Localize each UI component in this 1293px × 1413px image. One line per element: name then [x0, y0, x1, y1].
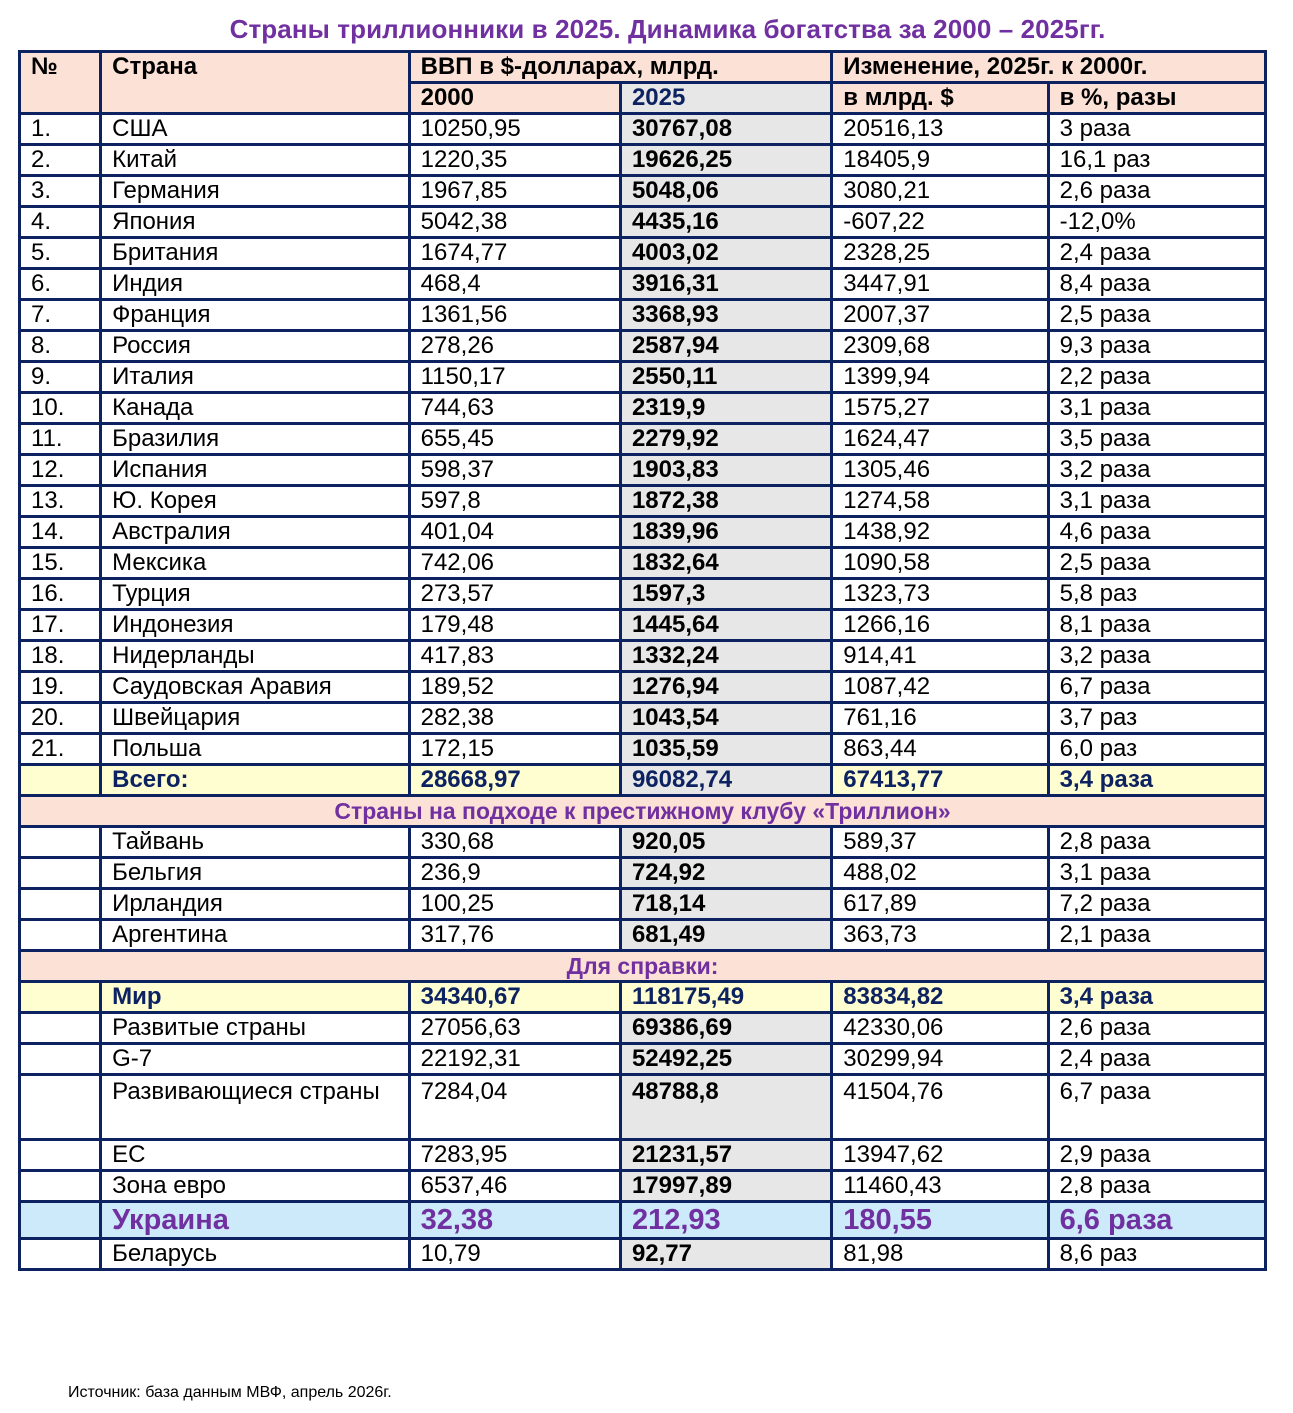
gdp-2000: 179,48 — [409, 610, 620, 641]
source-note: Источник: база данным МВФ, апрель 2026г. — [68, 1384, 392, 1401]
gdp-2025: 48788,8 — [620, 1075, 831, 1140]
row-number: 7. — [20, 300, 101, 331]
row-number: 12. — [20, 455, 101, 486]
row-number — [20, 982, 101, 1013]
country-name: Германия — [101, 176, 409, 207]
change-abs: 67413,77 — [832, 765, 1048, 796]
country-name: Испания — [101, 455, 409, 486]
row-number — [20, 889, 101, 920]
approaching-section-heading-label: Страны на подходе к престижному клубу «Триллион» — [20, 796, 1266, 827]
header-change-rel: в %, разы — [1048, 83, 1265, 114]
change-abs: 41504,76 — [832, 1075, 1048, 1140]
change-rel: 2,4 раза — [1048, 1044, 1265, 1075]
gdp-2025: 2587,94 — [620, 331, 831, 362]
gdp-2000: 655,45 — [409, 424, 620, 455]
row-number: 13. — [20, 486, 101, 517]
gdp-2025: 118175,49 — [620, 982, 831, 1013]
country-name: Всего: — [101, 765, 409, 796]
change-rel: 7,2 раза — [1048, 889, 1265, 920]
country-name: Британия — [101, 238, 409, 269]
gdp-2000: 6537,46 — [409, 1171, 620, 1202]
gdp-2000: 597,8 — [409, 486, 620, 517]
row-number: 15. — [20, 548, 101, 579]
table-row — [20, 610, 1266, 641]
country-name: Аргентина — [101, 920, 409, 951]
change-rel: 2,8 раза — [1048, 827, 1265, 858]
change-abs: 1274,58 — [832, 486, 1048, 517]
gdp-2025: 681,49 — [620, 920, 831, 951]
change-rel: 2,5 раза — [1048, 300, 1265, 331]
row-number — [20, 1239, 101, 1270]
change-abs: 488,02 — [832, 858, 1048, 889]
country-name: Тайвань — [101, 827, 409, 858]
change-rel: 2,9 раза — [1048, 1140, 1265, 1171]
row-number: 1. — [20, 114, 101, 145]
change-rel: 2,6 раза — [1048, 1013, 1265, 1044]
country-name: Мексика — [101, 548, 409, 579]
change-rel: 3,1 раза — [1048, 858, 1265, 889]
gdp-table — [18, 50, 1267, 1271]
change-abs: 1438,92 — [832, 517, 1048, 548]
gdp-2025: 3368,93 — [620, 300, 831, 331]
gdp-2025: 1035,59 — [620, 734, 831, 765]
gdp-2025: 4003,02 — [620, 238, 831, 269]
change-rel: 3,7 раз — [1048, 703, 1265, 734]
change-rel: 8,1 раза — [1048, 610, 1265, 641]
change-rel: 6,7 раза — [1048, 1075, 1265, 1140]
gdp-2025: 5048,06 — [620, 176, 831, 207]
row-number: 10. — [20, 393, 101, 424]
change-rel: 3,4 раза — [1048, 765, 1265, 796]
gdp-2025: 2319,9 — [620, 393, 831, 424]
header-no: № — [20, 52, 101, 114]
row-number — [20, 920, 101, 951]
row-number: 2. — [20, 145, 101, 176]
gdp-2025: 718,14 — [620, 889, 831, 920]
change-abs: 18405,9 — [832, 145, 1048, 176]
table-row — [20, 827, 1266, 858]
table-row — [20, 920, 1266, 951]
change-rel: 16,1 раз — [1048, 145, 1265, 176]
gdp-2000: 7284,04 — [409, 1075, 620, 1140]
gdp-2000: 34340,67 — [409, 982, 620, 1013]
table-row — [20, 641, 1266, 672]
row-number: 21. — [20, 734, 101, 765]
country-name: Италия — [101, 362, 409, 393]
table-row — [20, 300, 1266, 331]
change-abs: 1305,46 — [832, 455, 1048, 486]
change-abs: 42330,06 — [832, 1013, 1048, 1044]
country-name: Развитые страны — [101, 1013, 409, 1044]
table-row — [20, 858, 1266, 889]
gdp-2025: 52492,25 — [620, 1044, 831, 1075]
belarus-row — [20, 1239, 1266, 1270]
gdp-2025: 2279,92 — [620, 424, 831, 455]
row-number: 8. — [20, 331, 101, 362]
change-abs: 1624,47 — [832, 424, 1048, 455]
gdp-2000: 598,37 — [409, 455, 620, 486]
table-row — [20, 734, 1266, 765]
gdp-2000: 273,57 — [409, 579, 620, 610]
gdp-2025: 1872,38 — [620, 486, 831, 517]
gdp-2000: 744,63 — [409, 393, 620, 424]
gdp-2000: 5042,38 — [409, 207, 620, 238]
table-row — [20, 1044, 1266, 1075]
page-title: Страны триллионники в 2025. Динамика богатства за 2000 – 2025гг. — [229, 14, 1106, 44]
table-row — [20, 1140, 1266, 1171]
gdp-2000: 401,04 — [409, 517, 620, 548]
country-name: Мир — [101, 982, 409, 1013]
gdp-2025: 212,93 — [620, 1202, 831, 1239]
gdp-2025: 2550,11 — [620, 362, 831, 393]
gdp-2000: 10250,95 — [409, 114, 620, 145]
table-row — [20, 424, 1266, 455]
change-abs: 20516,13 — [832, 114, 1048, 145]
gdp-2025: 724,92 — [620, 858, 831, 889]
change-abs: 617,89 — [832, 889, 1048, 920]
table-row — [20, 269, 1266, 300]
country-name: США — [101, 114, 409, 145]
change-abs: 3447,91 — [832, 269, 1048, 300]
gdp-2000: 1220,35 — [409, 145, 620, 176]
change-abs: 13947,62 — [832, 1140, 1048, 1171]
change-rel: 3,4 раза — [1048, 982, 1265, 1013]
header-change-abs: в млрд. $ — [832, 83, 1048, 114]
change-rel: 5,8 раз — [1048, 579, 1265, 610]
row-number — [20, 1140, 101, 1171]
change-rel: 6,0 раз — [1048, 734, 1265, 765]
change-rel: 3,1 раза — [1048, 486, 1265, 517]
change-rel: 4,6 раза — [1048, 517, 1265, 548]
table-row — [20, 114, 1266, 145]
table-row — [20, 393, 1266, 424]
change-abs: 863,44 — [832, 734, 1048, 765]
row-number: 3. — [20, 176, 101, 207]
gdp-2025: 21231,57 — [620, 1140, 831, 1171]
row-number — [20, 765, 101, 796]
gdp-2000: 10,79 — [409, 1239, 620, 1270]
change-abs: 761,16 — [832, 703, 1048, 734]
change-abs: 83834,82 — [832, 982, 1048, 1013]
row-number: 17. — [20, 610, 101, 641]
change-abs: 180,55 — [832, 1202, 1048, 1239]
total-row — [20, 765, 1266, 796]
gdp-2025: 3916,31 — [620, 269, 831, 300]
change-abs: 1087,42 — [832, 672, 1048, 703]
row-number: 9. — [20, 362, 101, 393]
change-abs: 3080,21 — [832, 176, 1048, 207]
row-number — [20, 1075, 101, 1140]
change-rel: 2,6 раза — [1048, 176, 1265, 207]
row-number: 18. — [20, 641, 101, 672]
country-name: Украина — [101, 1202, 409, 1239]
country-name: Япония — [101, 207, 409, 238]
table-row — [20, 455, 1266, 486]
table-row — [20, 889, 1266, 920]
table-row — [20, 207, 1266, 238]
change-rel: 6,6 раза — [1048, 1202, 1265, 1239]
row-number: 11. — [20, 424, 101, 455]
gdp-2000: 22192,31 — [409, 1044, 620, 1075]
country-name: Турция — [101, 579, 409, 610]
country-name: Ирландия — [101, 889, 409, 920]
change-rel: 8,4 раза — [1048, 269, 1265, 300]
gdp-2025: 30767,08 — [620, 114, 831, 145]
gdp-2025: 1276,94 — [620, 672, 831, 703]
change-abs: 363,73 — [832, 920, 1048, 951]
country-name: Индонезия — [101, 610, 409, 641]
table-row — [20, 517, 1266, 548]
country-name: Индия — [101, 269, 409, 300]
gdp-2000: 27056,63 — [409, 1013, 620, 1044]
gdp-2000: 236,9 — [409, 858, 620, 889]
change-abs: 11460,43 — [832, 1171, 1048, 1202]
ukraine-row — [20, 1202, 1266, 1239]
gdp-2000: 1674,77 — [409, 238, 620, 269]
change-abs: 1090,58 — [832, 548, 1048, 579]
change-abs: 30299,94 — [832, 1044, 1048, 1075]
row-number — [20, 1013, 101, 1044]
table-row — [20, 672, 1266, 703]
gdp-2000: 32,38 — [409, 1202, 620, 1239]
header-2025: 2025 — [620, 83, 831, 114]
change-rel: 3,1 раза — [1048, 393, 1265, 424]
gdp-2000: 100,25 — [409, 889, 620, 920]
country-name: Нидерланды — [101, 641, 409, 672]
change-rel: 2,4 раза — [1048, 238, 1265, 269]
gdp-2025: 1043,54 — [620, 703, 831, 734]
table-row — [20, 331, 1266, 362]
table-row — [20, 486, 1266, 517]
country-name: Бразилия — [101, 424, 409, 455]
gdp-2025: 1839,96 — [620, 517, 831, 548]
country-name: Польша — [101, 734, 409, 765]
row-number: 19. — [20, 672, 101, 703]
row-number: 4. — [20, 207, 101, 238]
change-abs: 2007,37 — [832, 300, 1048, 331]
change-rel: 3,5 раза — [1048, 424, 1265, 455]
gdp-2000: 278,26 — [409, 331, 620, 362]
change-rel: 3,2 раза — [1048, 641, 1265, 672]
row-number — [20, 1171, 101, 1202]
change-rel: 2,5 раза — [1048, 548, 1265, 579]
header-2000: 2000 — [409, 83, 620, 114]
gdp-2000: 742,06 — [409, 548, 620, 579]
country-name: Бельгия — [101, 858, 409, 889]
change-abs: 1399,94 — [832, 362, 1048, 393]
country-name: Беларусь — [101, 1239, 409, 1270]
change-abs: 1266,16 — [832, 610, 1048, 641]
gdp-2025: 4435,16 — [620, 207, 831, 238]
gdp-2000: 282,38 — [409, 703, 620, 734]
change-rel: 9,3 раза — [1048, 331, 1265, 362]
gdp-2000: 7283,95 — [409, 1140, 620, 1171]
row-number: 14. — [20, 517, 101, 548]
gdp-2025: 69386,69 — [620, 1013, 831, 1044]
gdp-2025: 17997,89 — [620, 1171, 831, 1202]
change-abs: 2309,68 — [832, 331, 1048, 362]
gdp-2000: 189,52 — [409, 672, 620, 703]
country-name: Россия — [101, 331, 409, 362]
row-number — [20, 1202, 101, 1239]
change-abs: 2328,25 — [832, 238, 1048, 269]
gdp-2025: 1903,83 — [620, 455, 831, 486]
change-rel: 6,7 раза — [1048, 672, 1265, 703]
gdp-2025: 920,05 — [620, 827, 831, 858]
gdp-2000: 330,68 — [409, 827, 620, 858]
table-row — [20, 176, 1266, 207]
country-name: Саудовская Аравия — [101, 672, 409, 703]
row-number — [20, 1044, 101, 1075]
row-number: 20. — [20, 703, 101, 734]
change-abs: 914,41 — [832, 641, 1048, 672]
gdp-2000: 1361,56 — [409, 300, 620, 331]
change-abs: 81,98 — [832, 1239, 1048, 1270]
row-number: 16. — [20, 579, 101, 610]
reference-section-heading — [20, 951, 1266, 982]
country-name: Австралия — [101, 517, 409, 548]
header-change-group: Изменение, 2025г. к 2000г. — [832, 52, 1266, 83]
country-name: Ю. Корея — [101, 486, 409, 517]
approaching-section-heading — [20, 796, 1266, 827]
country-name: G-7 — [101, 1044, 409, 1075]
gdp-2000: 468,4 — [409, 269, 620, 300]
table-row — [20, 548, 1266, 579]
gdp-2000: 1967,85 — [409, 176, 620, 207]
change-rel: 2,8 раза — [1048, 1171, 1265, 1202]
table-row — [20, 1075, 1266, 1140]
gdp-2025: 96082,74 — [620, 765, 831, 796]
world-row — [20, 982, 1266, 1013]
header-country: Страна — [101, 52, 409, 114]
table-row — [20, 1171, 1266, 1202]
table-row — [20, 1013, 1266, 1044]
gdp-2025: 1445,64 — [620, 610, 831, 641]
table-row — [20, 145, 1266, 176]
reference-section-heading-label: Для справки: — [20, 951, 1266, 982]
change-rel: 8,6 раз — [1048, 1239, 1265, 1270]
country-name: Китай — [101, 145, 409, 176]
change-abs: 1575,27 — [832, 393, 1048, 424]
row-number — [20, 858, 101, 889]
country-name: Швейцария — [101, 703, 409, 734]
change-rel: -12,0% — [1048, 207, 1265, 238]
header-gdp-group: ВВП в $-долларах, млрд. — [409, 52, 832, 83]
table-row — [20, 238, 1266, 269]
gdp-2025: 1597,3 — [620, 579, 831, 610]
table-row — [20, 362, 1266, 393]
change-rel: 2,2 раза — [1048, 362, 1265, 393]
gdp-2025: 1332,24 — [620, 641, 831, 672]
country-name: ЕС — [101, 1140, 409, 1171]
header-row-1 — [20, 52, 1266, 83]
gdp-2025: 19626,25 — [620, 145, 831, 176]
table-row — [20, 579, 1266, 610]
country-name: Франция — [101, 300, 409, 331]
table-row — [20, 703, 1266, 734]
country-name: Развивающиеся страны — [101, 1075, 409, 1140]
gdp-2000: 28668,97 — [409, 765, 620, 796]
change-rel: 3 раза — [1048, 114, 1265, 145]
change-rel: 2,1 раза — [1048, 920, 1265, 951]
change-abs: -607,22 — [832, 207, 1048, 238]
gdp-2000: 417,83 — [409, 641, 620, 672]
gdp-2000: 1150,17 — [409, 362, 620, 393]
gdp-2000: 317,76 — [409, 920, 620, 951]
row-number — [20, 827, 101, 858]
gdp-2025: 1832,64 — [620, 548, 831, 579]
gdp-2025: 92,77 — [620, 1239, 831, 1270]
change-abs: 1323,73 — [832, 579, 1048, 610]
change-abs: 589,37 — [832, 827, 1048, 858]
row-number: 6. — [20, 269, 101, 300]
country-name: Зона евро — [101, 1171, 409, 1202]
gdp-2000: 172,15 — [409, 734, 620, 765]
country-name: Канада — [101, 393, 409, 424]
row-number: 5. — [20, 238, 101, 269]
change-rel: 3,2 раза — [1048, 455, 1265, 486]
